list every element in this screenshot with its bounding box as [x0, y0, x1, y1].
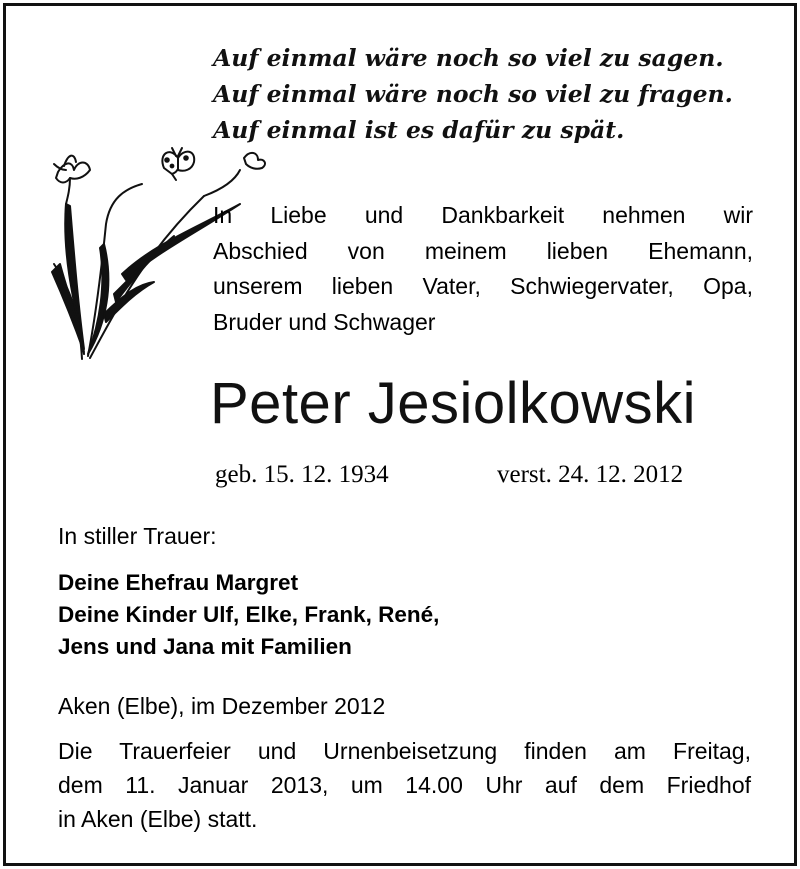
motto-line: Auf einmal wäre noch so viel zu fragen.	[213, 80, 733, 108]
funeral-notice	[58, 734, 751, 836]
motto-line: Auf einmal wäre noch so viel zu sagen.	[213, 44, 724, 72]
mourner-line: Jens und Jana mit Familien	[58, 634, 352, 659]
intro-line: In Liebe und Dankbarkeit nehmen wir	[213, 202, 753, 228]
deceased-name: Peter Jesiolkowski	[210, 371, 697, 436]
mourners-heading: In stiller Trauer:	[58, 523, 217, 549]
intro-line: unserem lieben Vater, Schwiegervater, Opa,	[213, 273, 753, 299]
motto-quote	[213, 40, 773, 148]
funeral-line: dem 11. Januar 2013, um 14.00 Uhr auf dem Friedhof	[58, 772, 751, 798]
place-date: Aken (Elbe), im Dezember 2012	[58, 693, 386, 719]
funeral-line: in Aken (Elbe) statt.	[58, 806, 258, 832]
obituary-card	[3, 3, 797, 866]
mourner-line: Deine Kinder Ulf, Elke, Frank, René,	[58, 602, 440, 627]
mourner-line: Deine Ehefrau Margret	[58, 570, 299, 595]
life-dates	[215, 458, 755, 492]
intro-line: Abschied von meinem lieben Ehemann,	[213, 237, 753, 264]
death-date: verst. 24. 12. 2012	[497, 461, 684, 488]
motto-line: Auf einmal ist es dafür zu spät.	[213, 116, 625, 144]
funeral-line: Die Trauerfeier und Urnenbeisetzung finden am Freitag,	[58, 738, 751, 764]
birth-date: geb. 15. 12. 1934	[215, 461, 389, 488]
intro-line: Bruder und Schwager	[213, 308, 436, 335]
intro-text	[213, 198, 753, 340]
mourners-list	[58, 567, 618, 663]
